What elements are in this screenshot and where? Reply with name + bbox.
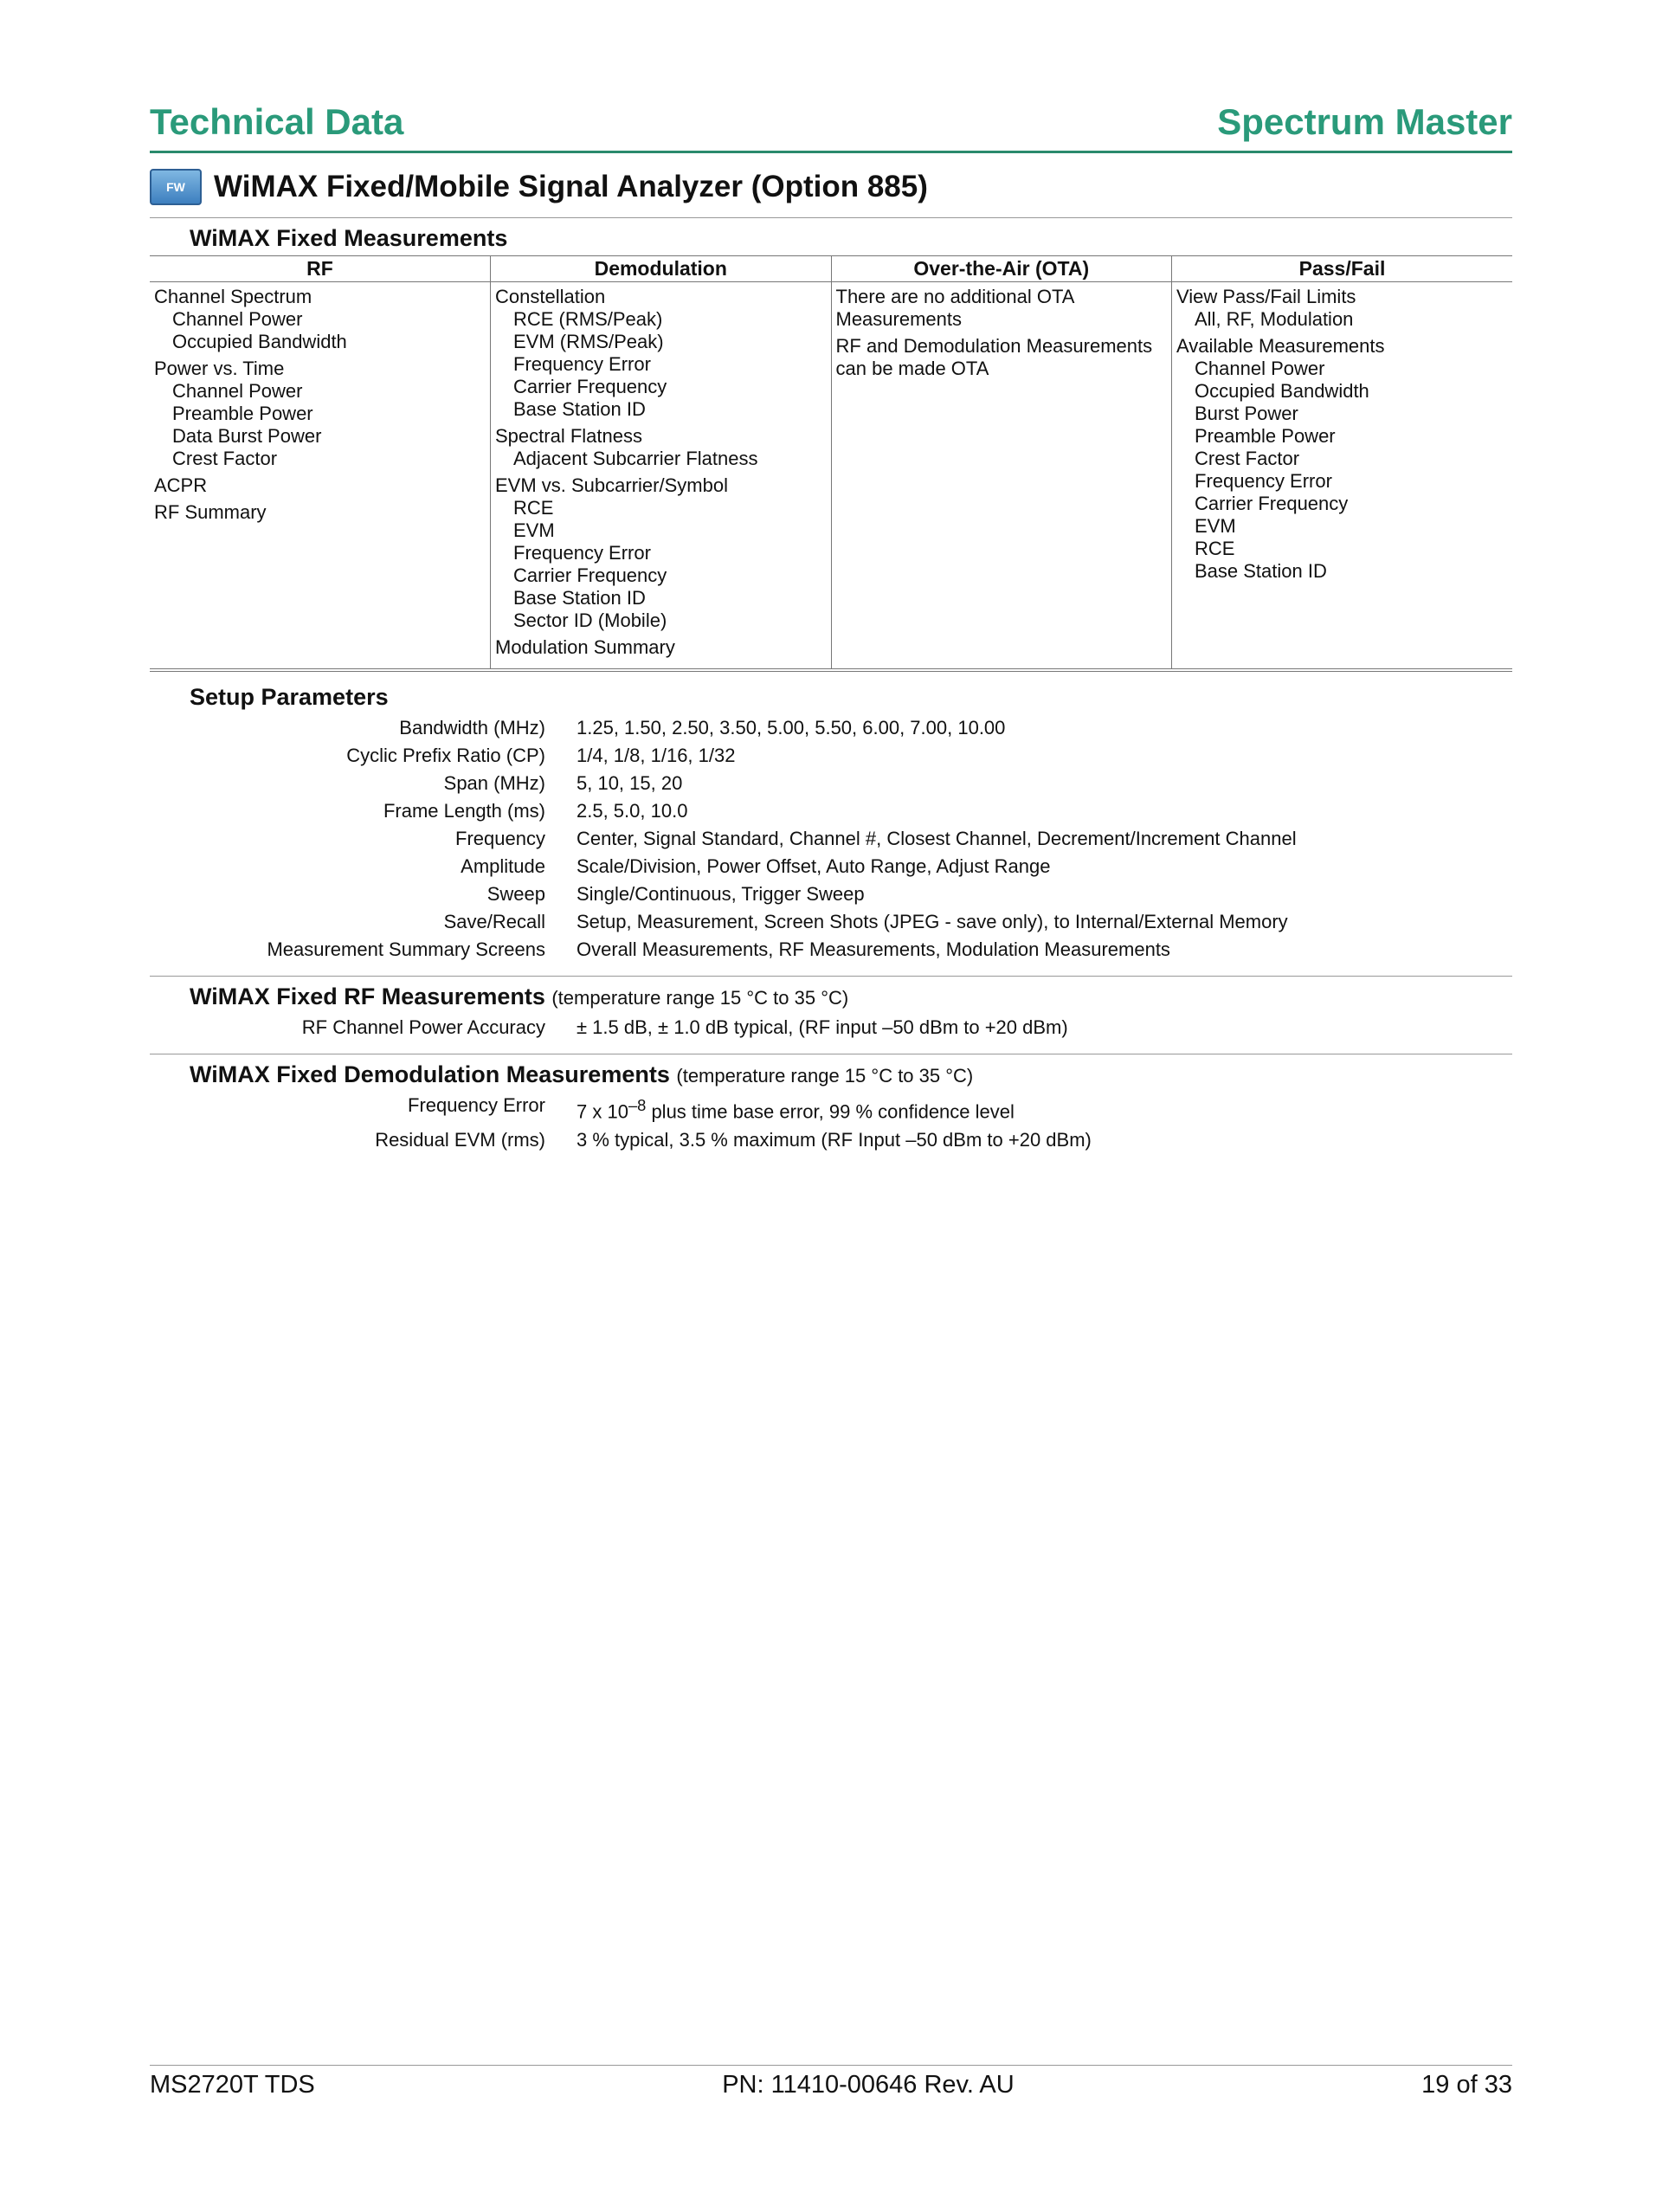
param-row — [150, 853, 1512, 880]
column-header-passfail: Pass/Fail — [1172, 256, 1513, 282]
divider — [150, 976, 1512, 977]
measurement-group — [154, 358, 486, 470]
measurement-item: Data Burst Power — [172, 425, 322, 448]
param-label: Sweep — [486, 883, 545, 906]
measurement-group-title: Available Measurements — [1176, 335, 1385, 358]
measurement-group-title: RF Summary — [154, 501, 267, 524]
measurement-item: Frequency Error — [513, 353, 651, 376]
param-label: RF Channel Power Accuracy — [301, 1016, 545, 1039]
measurement-item: Carrier Frequency — [1195, 493, 1349, 515]
measurements-table — [150, 255, 1512, 672]
measurement-item: EVM — [513, 519, 555, 542]
measurement-group-title: Modulation Summary — [495, 636, 675, 659]
measurement-group-title: Spectral Flatness — [495, 425, 642, 448]
measurement-item: Channel Power — [172, 308, 303, 331]
setup-heading: Setup Parameters — [190, 684, 389, 711]
measurement-item: Frequency Error — [513, 542, 651, 564]
rf-measurements-temp: (temperature range 15 °C to 35 °C) — [551, 987, 849, 1009]
section-title: WiMAX Fixed/Mobile Signal Analyzer (Option 885) — [214, 170, 928, 204]
measurement-item: Burst Power — [1195, 403, 1298, 425]
measurement-item: RCE — [513, 497, 554, 519]
measurement-group-title: Power vs. Time — [154, 358, 285, 380]
param-value: 1.25, 1.50, 2.50, 3.50, 5.00, 5.50, 6.00, 7.00, 10.00 — [577, 717, 1006, 739]
measurement-group — [836, 286, 1168, 331]
measurement-group — [1176, 286, 1508, 331]
measurement-item: RCE — [1195, 538, 1235, 560]
measurement-group-title: There are no additional OTA Measurements — [835, 286, 1074, 331]
passfail-column — [1172, 282, 1513, 671]
measurement-item: Base Station ID — [1195, 560, 1327, 583]
param-label: Measurement Summary Screens — [267, 938, 545, 961]
measurement-item: Frequency Error — [1195, 470, 1332, 493]
param-row — [150, 1014, 1512, 1042]
param-label: Bandwidth (MHz) — [399, 717, 545, 739]
measurement-group — [154, 474, 486, 497]
rf-measurements-title: WiMAX Fixed RF Measurements — [190, 983, 545, 1010]
freq-value-rest: plus time base error, 99 % confidence level — [646, 1100, 1015, 1123]
measurement-item: Sector ID (Mobile) — [513, 609, 667, 632]
measurement-item: Occupied Bandwidth — [1195, 380, 1369, 403]
measurement-group — [495, 474, 827, 632]
page-header — [150, 102, 1512, 153]
setup-parameters — [150, 714, 1512, 964]
param-label: Span (MHz) — [443, 772, 545, 795]
measurement-group-title: ACPR — [154, 474, 208, 497]
measurement-group-title: Constellation — [495, 286, 606, 308]
measurement-item: Carrier Frequency — [513, 376, 667, 398]
param-label: Frequency Error — [408, 1094, 545, 1117]
param-label: Frequency — [455, 828, 545, 850]
measurement-group — [1176, 335, 1508, 583]
freq-value-exponent: –8 — [628, 1096, 647, 1115]
measurement-item: Base Station ID — [513, 587, 646, 609]
measurement-item: Channel Power — [172, 380, 303, 403]
footer-part-number: PN: 11410-00646 Rev. AU — [722, 2071, 1015, 2099]
measurement-item: Adjacent Subcarrier Flatness — [513, 448, 758, 470]
param-value: 2.5, 5.0, 10.0 — [577, 800, 688, 822]
param-row — [150, 1126, 1512, 1154]
param-value: Setup, Measurement, Screen Shots (JPEG - save only), to Internal/External Memory — [577, 911, 1288, 933]
param-row — [150, 908, 1512, 936]
freq-value-base: 7 x 10 — [577, 1100, 628, 1123]
param-row — [150, 742, 1512, 770]
measurement-item: All, RF, Modulation — [1195, 308, 1354, 331]
param-value: Single/Continuous, Trigger Sweep — [577, 883, 865, 906]
param-label: Amplitude — [461, 855, 545, 878]
param-row — [150, 714, 1512, 742]
measurement-group-title: View Pass/Fail Limits — [1176, 286, 1356, 308]
column-header-ota: Over-the-Air (OTA) — [831, 256, 1172, 282]
demod-measurements-temp: (temperature range 15 °C to 35 °C) — [676, 1065, 974, 1087]
measurement-group — [154, 501, 486, 524]
page — [150, 102, 1512, 1154]
measurement-group-title: Channel Spectrum — [154, 286, 312, 308]
firmware-icon: FW — [150, 169, 202, 205]
measurement-item: Base Station ID — [513, 398, 646, 421]
measurement-item: Occupied Bandwidth — [172, 331, 347, 353]
footer-page-number: 19 of 33 — [1421, 2071, 1512, 2099]
column-header-demodulation: Demodulation — [491, 256, 832, 282]
column-header-rf: RF — [150, 256, 491, 282]
ota-column — [831, 282, 1172, 671]
param-row — [150, 936, 1512, 964]
param-row — [150, 797, 1512, 825]
measurement-group-title: EVM vs. Subcarrier/Symbol — [495, 474, 728, 497]
param-row — [150, 770, 1512, 797]
measurement-group — [154, 286, 486, 353]
footer-model: MS2720T TDS — [150, 2071, 315, 2099]
param-row — [150, 1092, 1512, 1125]
demod-measurements-title: WiMAX Fixed Demodulation Measurements — [190, 1061, 670, 1088]
measurement-item: EVM — [1195, 515, 1236, 538]
measurement-item: Preamble Power — [172, 403, 313, 425]
param-label: Save/Recall — [443, 911, 545, 933]
measurement-group-title: RF and Demodulation Measurements can be made OTA — [835, 335, 1153, 380]
measurement-item: Preamble Power — [1195, 425, 1336, 448]
param-value — [577, 1092, 1015, 1125]
param-value: Scale/Division, Power Offset, Auto Range, Adjust Range — [577, 855, 1051, 878]
param-value: Center, Signal Standard, Channel #, Closest Channel, Decrement/Increment Channel — [577, 828, 1297, 850]
measurement-item: EVM (RMS/Peak) — [513, 331, 664, 353]
page-footer — [150, 2065, 1512, 2099]
demodulation-column — [491, 282, 832, 671]
section-title-row — [150, 169, 1512, 218]
rf-column — [150, 282, 491, 671]
demod-measurements-heading — [190, 1061, 1512, 1088]
param-row — [150, 825, 1512, 853]
measurement-item: Crest Factor — [1195, 448, 1300, 470]
param-label: Frame Length (ms) — [383, 800, 545, 822]
measurement-group — [495, 286, 827, 421]
param-value: 1/4, 1/8, 1/16, 1/32 — [577, 745, 736, 767]
measurement-group — [495, 636, 827, 659]
rf-measurements-heading — [190, 983, 1512, 1010]
measurement-item: RCE (RMS/Peak) — [513, 308, 663, 331]
param-value: Overall Measurements, RF Measurements, Modulation Measurements — [577, 938, 1170, 961]
param-value: 3 % typical, 3.5 % maximum (RF Input –50 dBm to +20 dBm) — [577, 1128, 1092, 1151]
param-row — [150, 880, 1512, 908]
measurement-item: Channel Power — [1195, 358, 1325, 380]
measurements-heading: WiMAX Fixed Measurements — [190, 225, 508, 252]
param-value: 5, 10, 15, 20 — [577, 772, 683, 795]
header-right-title: Spectrum Master — [1217, 101, 1512, 142]
param-value: ± 1.5 dB, ± 1.0 dB typical, (RF input –50 dBm to +20 dBm) — [577, 1016, 1068, 1039]
measurement-group — [495, 425, 827, 470]
param-label: Cyclic Prefix Ratio (CP) — [346, 745, 545, 767]
header-left-title: Technical Data — [150, 101, 404, 142]
measurement-group — [836, 335, 1168, 380]
param-label: Residual EVM (rms) — [375, 1128, 545, 1151]
measurement-item: Crest Factor — [172, 448, 278, 470]
measurement-item: Carrier Frequency — [513, 564, 667, 587]
